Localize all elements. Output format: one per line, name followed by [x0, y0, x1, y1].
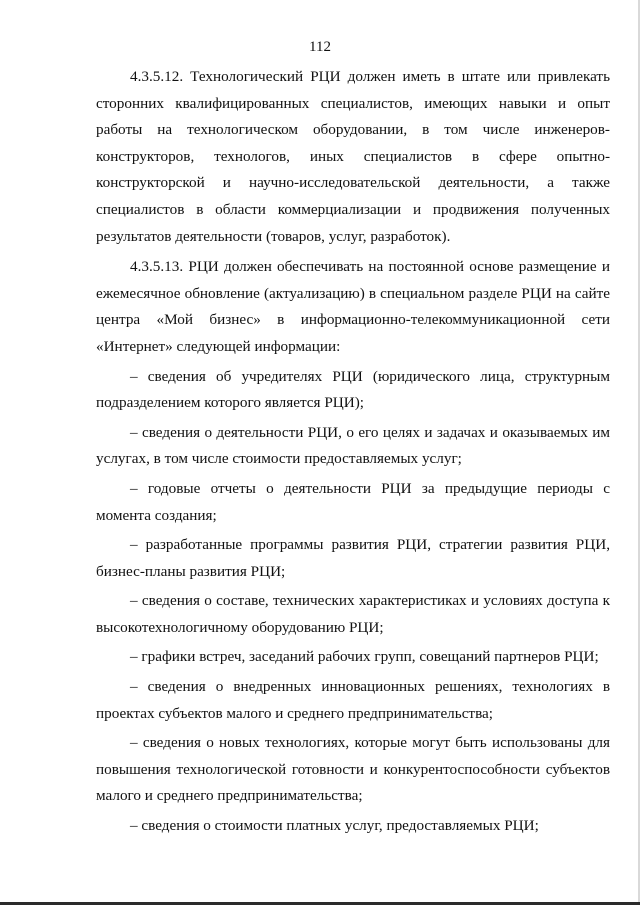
list-item-founders: – сведения об учредителях РЦИ (юридического лица, структурным подразделением которого является РЦИ); — [96, 367, 610, 412]
list-item-innovative-solutions: – сведения о внедренных инновационных решениях, технологиях в проектах субъектов малого и среднего предпринимательства; — [96, 678, 610, 722]
list-item-meeting-schedules: – графики встреч, заседаний рабочих групп, совещаний партнеров РЦИ; — [130, 648, 599, 666]
document-body — [96, 64, 610, 840]
list-item-equipment: – сведения о составе, технических характеристиках и условиях доступа к высокотехнологичному оборудованию РЦИ; — [96, 592, 610, 636]
paragraph-4-3-5-12: 4.3.5.12. Технологический РЦИ должен иметь в штате или привлекать сторонних квалифицированных специалистов, имеющих навыки и опыт работы на технологическом оборудовании, в том числе инженеров-конструкторов, технологов, иных специалистов в сфере опытно-конструкторской и научно-исследовательской деятельности, а также специалистов в области коммерциализации и продвижения полученных результатов деятельности (товаров, услуг, разработок). — [96, 68, 610, 245]
list-item-new-technologies: – сведения о новых технологиях, которые могут быть использованы для повышения технологической готовности и конкурентоспособности субъектов малого и среднего предпринимательства; — [96, 734, 610, 805]
list-item-development-programs: – разработанные программы развития РЦИ, стратегии развития РЦИ, бизнес-планы развития РЦИ; — [96, 536, 610, 580]
paragraph-4-3-5-13: 4.3.5.13. РЦИ должен обеспечивать на постоянной основе размещение и ежемесячное обновление (актуализацию) в специальном разделе РЦИ на сайте центра «Мой бизнес» в информационно-телекоммуникационной сети «Интернет» следующей информации: — [96, 258, 610, 355]
list-item-annual-reports: – годовые отчеты о деятельности РЦИ за предыдущие периоды с момента создания; — [96, 479, 610, 524]
list-item-activities: – сведения о деятельности РЦИ, о его целях и задачах и оказываемых им услугах, в том числе стоимости предоставляемых услуг; — [96, 423, 610, 468]
page-number: 112 — [309, 39, 331, 55]
list-item-paid-services-cost: – сведения о стоимости платных услуг, предоставляемых РЦИ; — [130, 817, 539, 835]
